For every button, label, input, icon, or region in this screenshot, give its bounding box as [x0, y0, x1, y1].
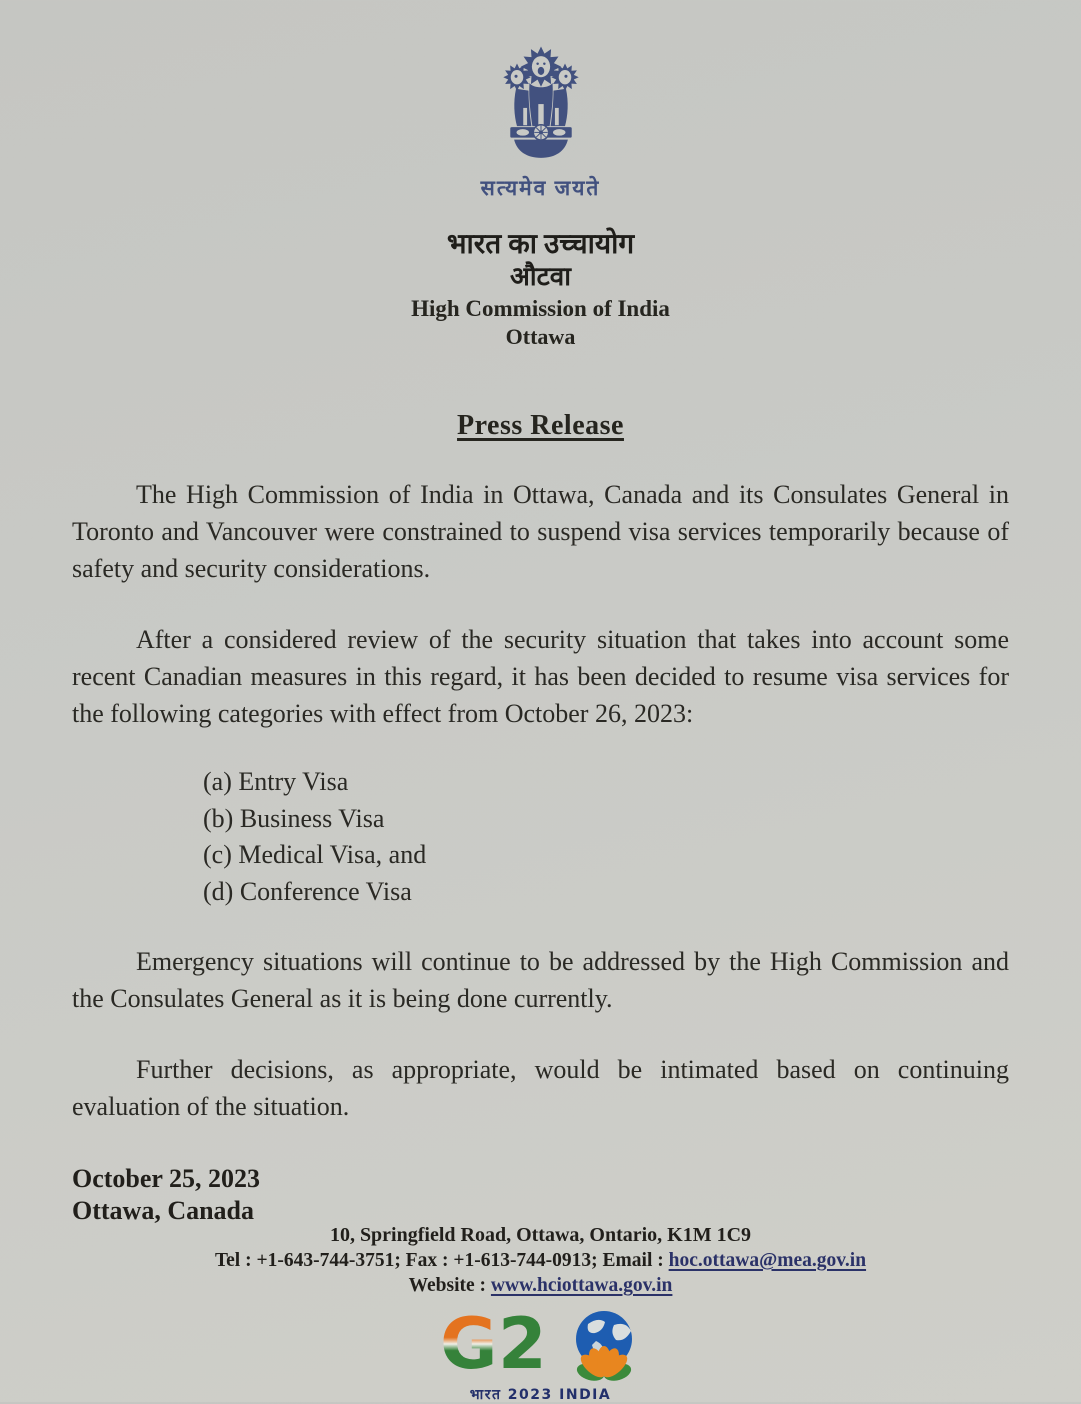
website-link: www.hciottawa.gov.in — [490, 1275, 673, 1296]
dateline-date: October 25, 2023 — [72, 1164, 260, 1193]
g20-digit-2: 2 — [497, 1306, 547, 1384]
org-name-hindi: भारत का उच्चायोग — [446, 229, 635, 260]
document-title: Press Release — [457, 410, 624, 441]
visa-item-business: (b) Business Visa — [203, 803, 385, 833]
org-city-hindi: औटवा — [510, 262, 571, 291]
emblem-motto: सत्यमेव जयते — [480, 176, 601, 200]
paragraph-emergency: Emergency situations will continue to be addressed by the High Commission and the Consulates General as it is being done currently. — [72, 947, 1009, 1013]
visa-item-conference: (d) Conference Visa — [203, 876, 412, 906]
visa-item-medical: (c) Medical Visa, and — [203, 840, 427, 869]
g20-logo — [0, 1306, 1081, 1404]
dateline — [72, 1163, 1009, 1227]
g20-tagline: भारत 2023 INDIA — [469, 1387, 612, 1403]
g20-globe-lotus-icon — [574, 1311, 632, 1384]
contact-line — [0, 1248, 1081, 1273]
tel-fax-email-labels: Tel : +1-643-744-3751; Fax : +1-613-744-0913; Email : — [214, 1250, 669, 1271]
letterhead-text — [72, 228, 1009, 350]
org-name-english: High Commission of India — [411, 296, 670, 321]
g20-logo-icon — [440, 1306, 642, 1384]
address-line: 10, Springfield Road, Ottawa, Ontario, K1M 1C9 — [329, 1224, 752, 1246]
letter-footer — [0, 1222, 1081, 1404]
ashoka-lion-capital-icon — [493, 42, 589, 170]
website-line — [0, 1273, 1081, 1298]
email-link: hoc.ottawa@mea.gov.in — [668, 1250, 867, 1271]
visa-item-entry: (a) Entry Visa — [203, 767, 349, 796]
paragraph-resumption: After a considered review of the security situation that takes into account some recent Canadian measures in this regard, it has been decided to resume visa services for the following categories with effect from October 26, 2023: — [72, 625, 1009, 728]
website-label: Website : — [408, 1275, 491, 1296]
paragraph-further-decisions: Further decisions, as appropriate, would be intimated based on continuing evaluation of the situation. — [72, 1055, 1009, 1121]
dateline-place: Ottawa, Canada — [72, 1196, 255, 1225]
org-city-english: Ottawa — [505, 324, 576, 349]
g20-letter-g: G — [439, 1306, 497, 1384]
paragraph-suspension: The High Commission of India in Ottawa, Canada and its Consulates General in Toronto and Vancouver were constrained to suspend visa services temporarily because of safety and security considerations. — [72, 480, 1009, 583]
letterhead-emblem — [72, 42, 1009, 202]
visa-category-list — [203, 764, 1009, 910]
